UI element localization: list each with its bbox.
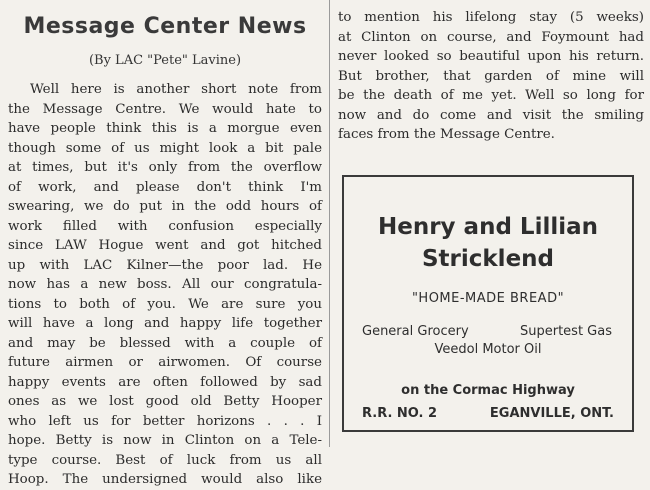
article-text-line: up with LAC Kilner—the poor lad. He <box>8 257 322 273</box>
ad-service-grocery: General Grocery <box>362 324 469 339</box>
article-text-line: work filled with confusion especially <box>8 218 322 234</box>
ad-highway: on the Cormac Highway <box>401 383 575 398</box>
ad-business-name-line2: Stricklend <box>421 246 555 272</box>
article-column-left <box>8 0 322 490</box>
column-divider <box>329 0 330 447</box>
article-text-line: and may be blessed with a couple of <box>8 335 322 351</box>
article-text-line: But brother, that garden of mine will <box>338 68 644 84</box>
article-byline: (By LAC "Pete" Lavine) <box>88 53 242 68</box>
article-text-line: faces from the Message Centre. <box>338 127 555 142</box>
article-text-line: tions to both of you. We are sure you <box>8 296 322 312</box>
article-text-line: type course. Best of luck from us all <box>8 452 322 468</box>
article-text-line: Hoop. The undersigned would also like <box>8 472 322 487</box>
article-text-line: though some of us might look a bit pale <box>8 140 322 156</box>
advertisement-box <box>342 175 634 432</box>
article-text-line: now and do come and visit the smiling <box>338 107 644 123</box>
article-text-line: will have a long and happy life together <box>8 316 322 331</box>
article-text-line: the Message Centre. We would hate to <box>8 101 322 117</box>
article-text-line: at Clinton on course, and Foymount had <box>338 29 644 45</box>
ad-town: EGANVILLE, ONT. <box>489 406 614 421</box>
article-text-line: since LAW Hogue went and got hitched <box>8 238 322 253</box>
article-body-right <box>338 8 644 145</box>
ad-tagline: "HOME-MADE BREAD" <box>411 291 565 306</box>
article-headline: Message Center News <box>23 14 307 39</box>
article-text-line: of work, and please don't think I'm <box>8 179 322 195</box>
ad-service-oil: Veedol Motor Oil <box>434 342 542 357</box>
article-body-left <box>8 80 322 490</box>
article-column-right <box>338 0 644 145</box>
article-text-line: to mention his lifelong stay (5 weeks) <box>338 10 644 25</box>
ad-services-row <box>344 324 632 340</box>
article-text-line: hope. Betty is now in Clinton on a Tele- <box>8 433 322 448</box>
article-text-line: never looked so beautiful upon his return. <box>338 49 644 64</box>
ad-address-row <box>344 406 632 422</box>
article-text-line: future airmen or airwomen. Of course <box>8 355 322 370</box>
article-text-line: have people think this is a morgue even <box>8 121 322 136</box>
article-text-line: happy events are often followed by sad <box>8 374 322 390</box>
ad-service-gas: Supertest Gas <box>520 324 612 339</box>
article-text-line: Well here is another short note from <box>30 82 322 97</box>
article-text-line: at times, but it's only from the overflow <box>8 160 322 175</box>
ad-rural-route: R.R. NO. 2 <box>362 406 438 421</box>
article-text-line: swearing, we do put in the odd hours of <box>8 199 322 214</box>
article-text-line: be the death of me yet. Well so long for <box>338 88 644 103</box>
article-text-line: ones as we lost good old Betty Hooper <box>8 394 322 409</box>
article-text-line: who left us for better horizons . . . I <box>8 413 322 429</box>
article-text-line: now has a new boss. All our congratula- <box>8 277 322 292</box>
ad-business-name-line1: Henry and Lillian <box>377 214 599 240</box>
